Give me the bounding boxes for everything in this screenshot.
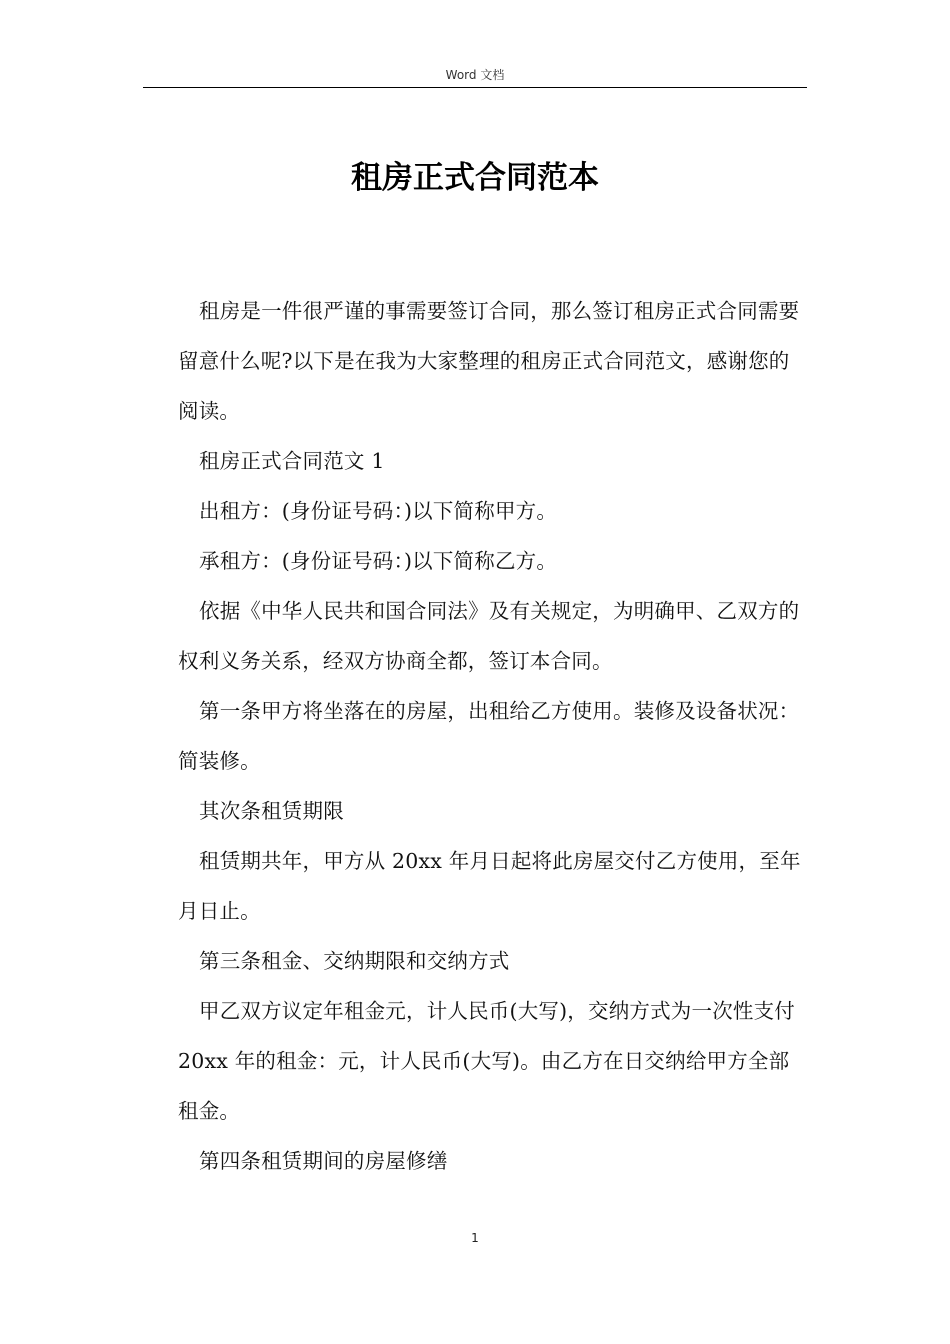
document-title: 租房正式合同范本 [351,160,599,196]
paragraph-article-4-heading: 第四条租赁期间的房屋修缮 [199,1149,448,1173]
paragraph-legal-basis: 依据《中华人民共和国合同法》及有关规定，为明确甲、乙双方的权利义务关系，经双方协商全都，签订本合同。 [178,599,800,673]
paragraph-lessor: 出租方：(身份证号码：)以下简称甲方。 [199,499,558,523]
paragraph-article-3-heading: 第三条租金、交纳期限和交纳方式 [199,949,510,973]
page-header: Word 文档 [445,68,505,82]
paragraph-article-2-heading: 其次条租赁期限 [199,799,344,823]
paragraph-lease-term: 租赁期共年，甲方从 20xx 年月日起将此房屋交付乙方使用，至年月日止。 [178,849,801,923]
paragraph-lessee: 承租方：(身份证号码：)以下简称乙方。 [199,549,558,573]
document-body [178,286,804,1186]
paragraph-intro: 租房是一件很严谨的事需要签订合同，那么签订租房正式合同需要留意什么呢?以下是在我为大家整理的租房正式合同范文，感谢您的阅读。 [178,299,800,423]
page-number: 1 [471,1231,479,1245]
paragraph-article-1: 第一条甲方将坐落在的房屋，出租给乙方使用。装修及设备状况：简装修。 [178,699,800,773]
paragraph-rent-payment: 甲乙双方议定年租金元，计人民币(大写)，交纳方式为一次性支付 20xx 年的租金：元，计人民币(大写)。由乙方在日交纳给甲方全部租金。 [178,999,795,1123]
header-divider [143,87,807,88]
paragraph-sample-heading: 租房正式合同范文 1 [199,449,385,473]
